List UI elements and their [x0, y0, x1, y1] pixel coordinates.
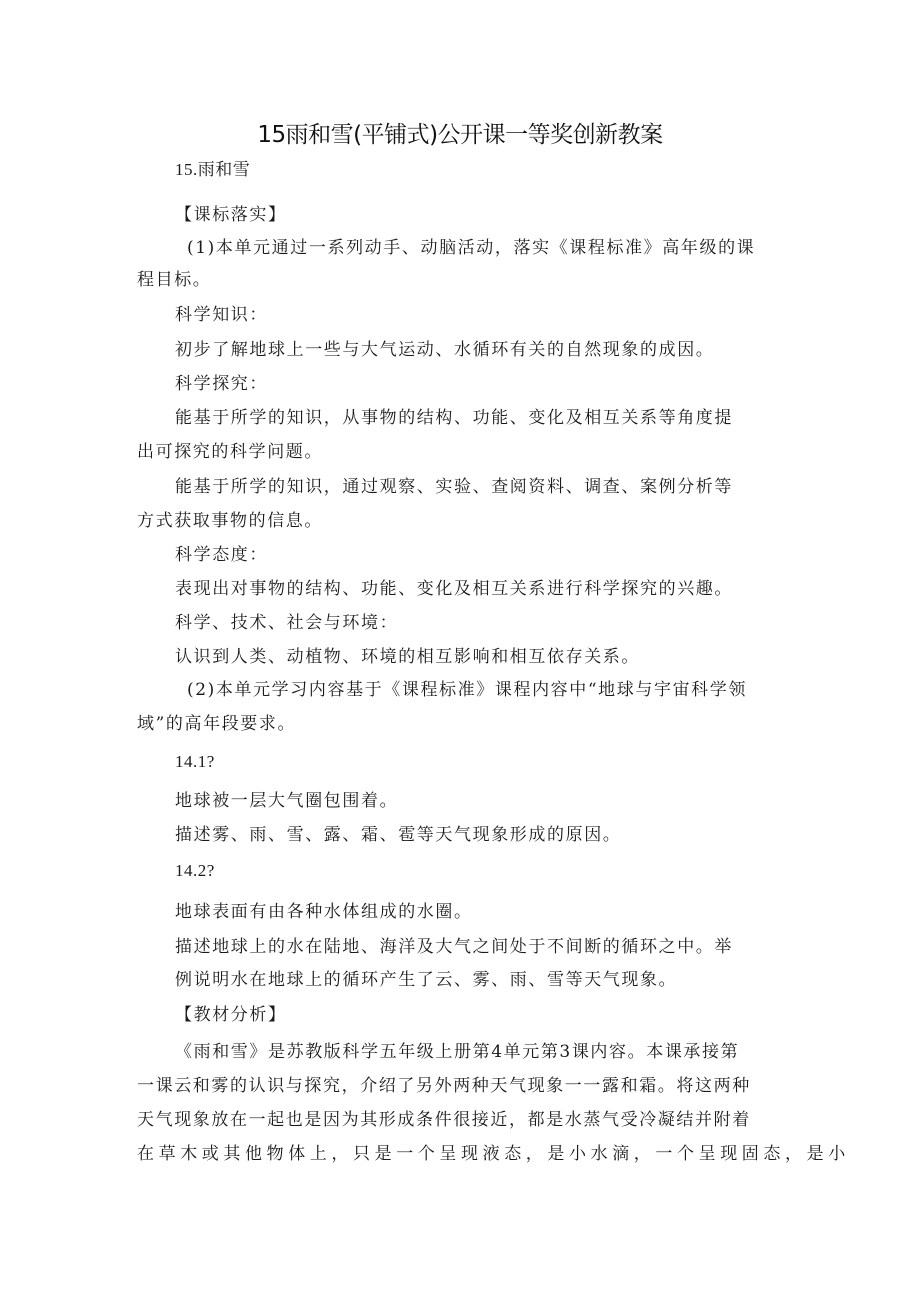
paragraph-line: (2)本单元学习内容基于《课程标准》课程内容中“地球与宇宙科学领 [187, 680, 747, 700]
paragraph-line: 初步了解地球上一些与大气运动、水循环有关的自然现象的成因。 [175, 340, 715, 360]
paragraph-line: (1)本单元通过一系列动手、动脑活动，落实《课程标准》高年级的课 [187, 238, 756, 258]
paragraph-line: 出可探究的科学问题。 [137, 442, 323, 462]
item-number: 14.2? [175, 861, 215, 880]
section-heading-textbook-analysis: 【教材分析】 [175, 1005, 287, 1025]
paragraph-line: 《雨和雪》是苏教版科学五年级上册第4单元第3课内容。本课承接第 [175, 1042, 740, 1062]
subheading-science-inquiry: 科学探究： [175, 374, 268, 394]
section-heading-curriculum: 【课标落实】 [175, 205, 287, 225]
paragraph-line: 表现出对事物的结构、功能、变化及相互关系进行科学探究的兴趣。 [175, 579, 733, 599]
paragraph-line: 域”的高年段要求。 [137, 714, 297, 734]
paragraph-line: 程目标。 [137, 270, 212, 290]
subheading-science-attitude: 科学态度： [175, 545, 268, 565]
document-title: 15雨和雪(平铺式)公开课一等奖创新教案 [257, 122, 663, 148]
paragraph-line: 天气现象放在一起也是因为其形成条件很接近，都是水蒸气受冷凝结并附着 [137, 1110, 751, 1130]
paragraph-line: 描述地球上的水在陆地、海洋及大气之间处于不间断的循环之中。举 [175, 937, 733, 957]
paragraph-line: 地球被一层大气圈包围着。 [175, 791, 399, 811]
lesson-heading: 15.雨和雪 [175, 160, 251, 179]
subheading-sts: 科学、技术、社会与环境： [175, 613, 399, 633]
paragraph-line: 描述雾、雨、雪、露、霜、雹等天气现象形成的原因。 [175, 825, 622, 845]
paragraph-line: 能基于所学的知识，通过观察、实验、查阅资料、调查、案例分析等 [175, 477, 733, 497]
paragraph-line: 能基于所学的知识，从事物的结构、功能、变化及相互关系等角度提 [175, 408, 733, 428]
item-number: 14.1? [175, 752, 215, 771]
subheading-science-knowledge: 科学知识： [175, 305, 268, 325]
paragraph-line: 认识到人类、动植物、环境的相互影响和相互依存关系。 [175, 647, 640, 667]
paragraph-line: 例说明水在地球上的循环产生了云、雾、雨、雪等天气现象。 [175, 970, 678, 990]
paragraph-line: 在草木或其他物体上，只是一个呈现液态，是小水滴，一个呈现固态，是小 [137, 1144, 850, 1164]
paragraph-line: 方式获取事物的信息。 [137, 511, 323, 531]
paragraph-line: 地球表面有由各种水体组成的水圈。 [175, 902, 473, 922]
paragraph-line: 一课云和雾的认识与探究，介绍了另外两种天气现象一一露和霜。将这两种 [137, 1076, 751, 1096]
